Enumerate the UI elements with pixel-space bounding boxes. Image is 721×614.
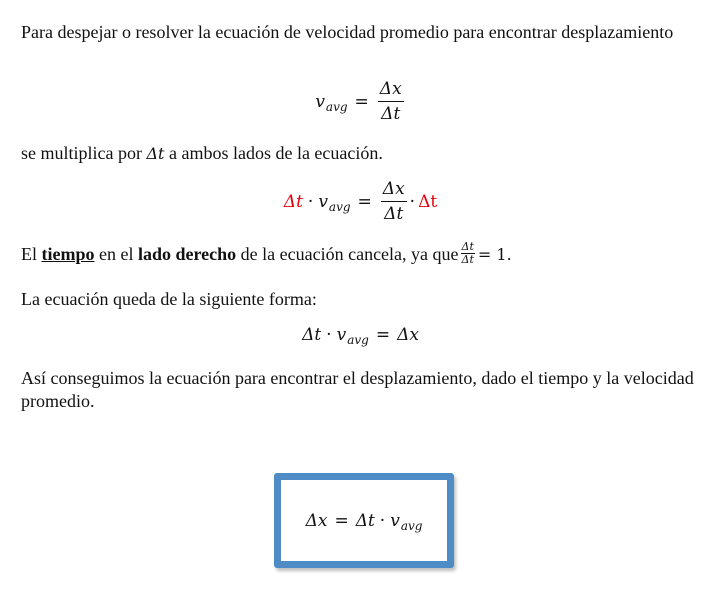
equals-sign: =	[334, 510, 349, 531]
equation-multiplied	[0, 179, 721, 224]
fraction-denominator: Δt	[384, 204, 404, 224]
velocity-subscript: avg	[400, 518, 423, 533]
cancel-fraction	[461, 241, 475, 266]
delta-t-right-highlighted: Δt	[418, 191, 438, 212]
fraction-denominator: Δt	[381, 104, 401, 124]
velocity-symbol: v	[318, 191, 328, 212]
multiply-text-after: a ambos lados de la ecuación.	[164, 143, 383, 163]
velocity-subscript: avg	[328, 199, 351, 214]
velocity-symbol: v	[390, 510, 400, 531]
equals-sign: =	[375, 325, 391, 345]
fraction-numerator: Δx	[378, 79, 404, 102]
delta-x: Δx	[397, 325, 419, 345]
cancel-result: = 1.	[477, 245, 512, 264]
equals-sign: =	[357, 191, 372, 212]
multiply-paragraph	[21, 142, 701, 165]
cancel-text-mid: en el	[94, 244, 138, 264]
final-equation	[306, 511, 423, 531]
fraction	[378, 79, 404, 124]
equals-sign: =	[354, 91, 369, 112]
multiply-dot: ·	[409, 191, 416, 212]
fraction-numerator: Δx	[381, 179, 407, 202]
emphasis-tiempo: tiempo	[41, 244, 95, 264]
fraction-denominator: Δt	[461, 253, 474, 267]
multiply-text-before: se multiplica por	[21, 143, 147, 163]
equation-average-velocity	[0, 79, 721, 124]
velocity-symbol: v	[315, 91, 325, 112]
delta-t: Δt	[355, 510, 375, 531]
delta-x: Δx	[305, 510, 328, 531]
velocity-symbol: v	[336, 325, 347, 345]
result-intro-paragraph: La ecuación queda de la siguiente forma:	[21, 289, 317, 309]
multiply-dot: ·	[326, 325, 332, 345]
cancel-text-suffix: de la ecuación cancela, ya que	[236, 244, 459, 264]
emphasis-lado-derecho: lado derecho	[137, 244, 237, 264]
delta-t: Δt	[302, 325, 322, 345]
velocity-subscript: avg	[347, 333, 369, 347]
multiply-dot: ·	[379, 510, 386, 531]
intro-paragraph: Para despejar o resolver la ecuación de velocidad promedio para encontrar desplazamiento	[21, 22, 674, 42]
fraction-numerator: Δt	[461, 240, 474, 254]
delta-t-left-highlighted: Δt	[283, 191, 303, 212]
velocity-subscript: avg	[325, 99, 348, 114]
cancel-paragraph	[21, 240, 701, 268]
conclusion-paragraph: Así conseguimos la ecuación para encontrar el desplazamiento, dado el tiempo y la velocidad promedio.	[21, 368, 694, 411]
final-equation-box	[274, 473, 454, 568]
equation-rearranged	[0, 325, 721, 345]
cancel-text-prefix: El	[21, 244, 42, 264]
fraction	[381, 179, 407, 224]
delta-t-inline: Δt	[146, 144, 165, 163]
multiply-dot: ·	[307, 191, 314, 212]
